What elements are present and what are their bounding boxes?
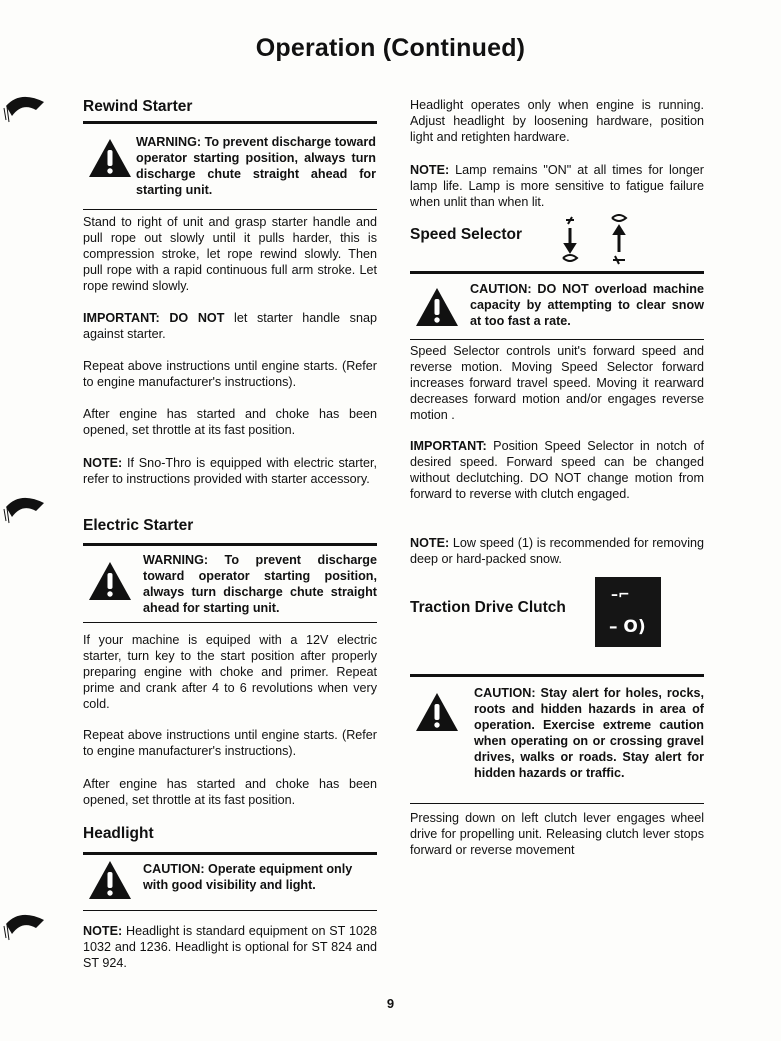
- traction-drive-paragraph-1: Pressing down on left clutch lever engages wheel drive for propelling unit. Releasing clutch lever stops forward or reverse movement: [410, 811, 704, 857]
- headlight-lamp-note-text: Lamp remains "ON" at all times for longer lamp life. Lamp is more sensitive to fatigue failure when unlit than when lit.: [410, 163, 704, 209]
- electric-starter-paragraph-3: After engine has started and choke has been opened, set throttle at its fast position.: [83, 777, 377, 807]
- rewind-starter-paragraph-4: After engine has started and choke has been opened, set throttle at its fast position.: [83, 407, 377, 437]
- speed-selector-paragraph-3: [410, 535, 704, 567]
- warning-triangle-icon: [87, 137, 133, 179]
- headlight-operation-paragraph: Headlight operates only when engine is running. Adjust headlight by loosening hardware, position light and retighten hardware.: [410, 98, 704, 144]
- speed-selector-paragraph-2: [410, 438, 704, 502]
- binding-mark-icon: [0, 92, 50, 132]
- electric-starter-paragraph-1: If your machine is equiped with a 12V electric starter, turn key to the start position after properly preparing engine with choke and primer. Repeat prime and crank after 4 to 6 revolutions when very cold.: [83, 633, 377, 711]
- page-number: 9: [386, 996, 395, 1011]
- rewind-starter-paragraph-2-text: let starter handle snap against starter.: [83, 311, 377, 341]
- clutch-symbol-bottom: – O): [609, 617, 646, 637]
- note-label: NOTE:: [83, 456, 123, 470]
- speed-selector-caution-text: CAUTION: DO NOT overload machine capacity by attempting to clear snow at too fast a rate.: [470, 282, 704, 328]
- warning-triangle-icon: [414, 286, 460, 328]
- note-label: NOTE:: [410, 536, 450, 550]
- binding-mark-icon: [0, 493, 50, 533]
- rewind-starter-paragraph-5-text: If Sno-Thro is equipped with electric starter, refer to instructions provided with starter accessory.: [83, 456, 377, 486]
- rewind-starter-paragraph-3: Repeat above instructions until engine starts. (Refer to engine manufacturer's instructions).: [83, 359, 377, 389]
- speed-selector-caution-box: [410, 271, 704, 340]
- clutch-symbol-top: –⌐: [611, 587, 630, 603]
- speed-selector-paragraph-1: Speed Selector controls unit's forward speed and reverse motion. Moving Speed Selector forward increases forward travel speed. Moving it rearward decreases forward motion and/or engages reverse motion .: [410, 344, 704, 422]
- speed-selector-paragraph-3-text: Low speed (1) is recommended for removing deep or hard-packed snow.: [410, 536, 704, 566]
- page-title: Operation (Continued): [255, 34, 526, 62]
- speed-direction-symbols-icon: [556, 214, 636, 266]
- traction-drive-caution-box: [410, 674, 704, 804]
- headlight-note-text: Headlight is standard equipment on ST 1028 1032 and 1236. Headlight is optional for ST 824 and ST 924.: [83, 924, 377, 970]
- headlight-note: [83, 923, 377, 971]
- rewind-starter-paragraph-2: [83, 310, 377, 342]
- electric-starter-warning-box: [83, 543, 377, 623]
- important-label: IMPORTANT: DO NOT: [83, 311, 225, 325]
- electric-starter-heading: Electric Starter: [83, 517, 194, 534]
- note-label: NOTE:: [410, 163, 450, 177]
- electric-starter-warning-text: WARNING: To prevent discharge toward operator starting position, always turn discharge chute straight ahead for starting unit.: [143, 553, 377, 615]
- speed-selector-paragraph-2-text: Position Speed Selector in notch of desired speed. Forward speed can be changed without declutching. DO NOT change motion from forward to reverse with clutch engaged.: [410, 439, 704, 501]
- headlight-heading: Headlight: [83, 825, 154, 842]
- rewind-starter-paragraph-1: Stand to right of unit and grasp starter handle and pull rope out slowly until it pulls harder, this is compression stroke, let rope rewind slowly. Then pull rope with a rapid continuous full arm stroke. Let rope rewind slowly.: [83, 215, 377, 293]
- warning-triangle-icon: [87, 859, 133, 901]
- rewind-starter-heading: Rewind Starter: [83, 98, 193, 115]
- traction-drive-clutch-heading: Traction Drive Clutch: [410, 599, 566, 616]
- headlight-lamp-note: [410, 162, 704, 210]
- clutch-symbol-panel: [595, 577, 661, 647]
- important-label: IMPORTANT:: [410, 439, 487, 453]
- rewind-starter-warning-box: [83, 121, 377, 210]
- rewind-starter-warning-text: WARNING: To prevent discharge toward operator starting position, always turn discharge chute straight ahead for starting unit.: [136, 135, 376, 197]
- warning-triangle-icon: [414, 691, 460, 733]
- headlight-caution-box: [83, 852, 377, 911]
- warning-triangle-icon: [87, 560, 133, 602]
- traction-drive-caution-text: CAUTION: Stay alert for holes, rocks, roots and hidden hazards in area of operation. Exercise extreme caution when operating on or crossing gravel drives, walks or roads. Stay alert for hidden hazards or traffic.: [474, 686, 704, 780]
- speed-selector-heading: Speed Selector: [410, 226, 522, 243]
- headlight-caution-text: CAUTION: Operate equipment only with good visibility and light.: [143, 862, 353, 892]
- electric-starter-paragraph-2: Repeat above instructions until engine starts. (Refer to engine manufacturer's instructions).: [83, 728, 377, 758]
- rewind-starter-paragraph-5: [83, 455, 377, 487]
- binding-mark-icon: [0, 910, 50, 950]
- note-label: NOTE:: [83, 924, 123, 938]
